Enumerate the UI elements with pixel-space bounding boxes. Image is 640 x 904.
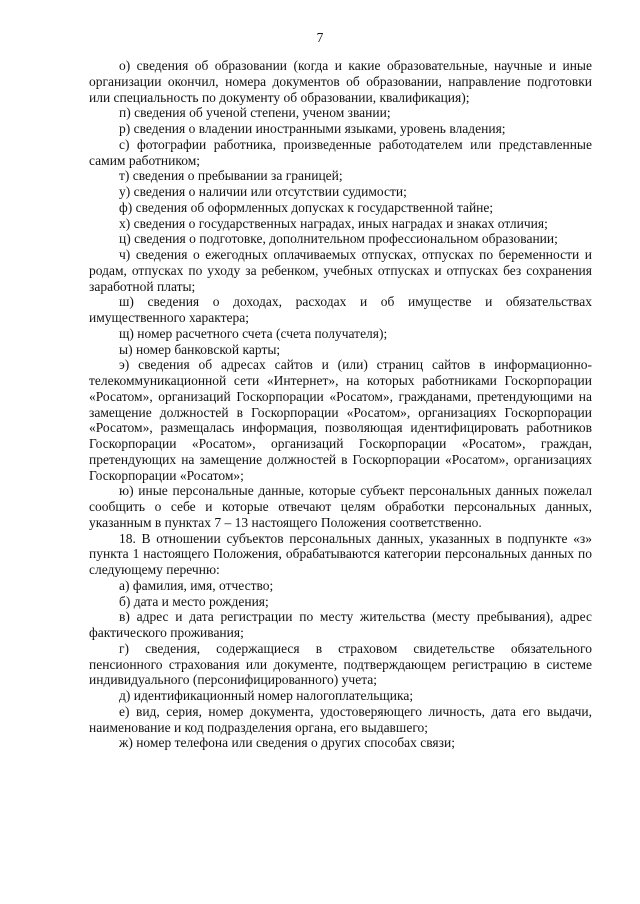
paragraph-zh: ж) номер телефона или сведения о других способах связи;	[119, 735, 455, 751]
paragraph-ye: е) вид, серия, номер документа, удостоверяющего личность, дата его выдачи, наименование и код подразделения органа, его выдавшего;	[89, 703, 592, 735]
page-number: 7	[316, 30, 324, 45]
paragraph-y: ы) номер банковской карты;	[119, 341, 281, 357]
paragraph-ch: ч) сведения о ежегодных оплачиваемых отпусках, отпусках по беременности и родам, отпусках по уходу за ребенком, учебных отпусках и отпусках без сохранения заработной платы;	[89, 247, 592, 294]
paragraph-d: д) идентификационный номер налогоплательщика;	[119, 688, 414, 703]
paragraph-a: а) фамилия, имя, отчество;	[119, 577, 274, 593]
paragraph-sh: ш) сведения о доходах, расходах и об имуществе и обязательствах имущественного характера;	[89, 294, 592, 325]
paragraph-v: в) адрес и дата регистрации по месту жительства (месту пребывания), адрес фактического проживания;	[89, 609, 592, 640]
paragraph-shch: щ) номер расчетного счета (счета получателя);	[119, 325, 388, 341]
paragraph-r: р) сведения о владении иностранными языками, уровень владения;	[119, 121, 506, 136]
paragraph-u: у) сведения о наличии или отсутствии судимости;	[119, 184, 407, 199]
paragraph-p: п) сведения об ученой степени, ученом звании;	[119, 105, 391, 121]
paragraph-yu: ю) иные персональные данные, которые субъект персональных данных пожелал сообщить о себе и которые отвечают целям обработки персональных данных, указанным в пунктах 7 – 13 настоящего Положения соответственно.	[89, 483, 592, 530]
paragraph-18: 18. В отношении субъектов персональных данных, указанных в подпункте «з» пункта 1 настоящего Положения, обрабатываются категории персональных данных по следующему перечню:	[89, 530, 592, 577]
paragraph-e: э) сведения об адресах сайтов и (или) страниц сайтов в информационно-телекоммуникационной сети «Интернет», на которых работниками Госкорпорации «Росатом», организаций Госкорпорации «Росатом», гражданами, претендующими на замещение должностей в Госкорпорации «Росатом», организациях Госкорпорации «Росатом», размещалась информация, позволяющая идентифицировать работников Госкорпорации «Росатом», организаций Госкорпорации «Росатом», граждан, претендующих на замещение должностей в Госкорпорации «Росатом», организациях Госкорпорации «Росатом»;	[89, 357, 592, 483]
paragraph-o: о) сведения об образовании (когда и какие образовательные, научные и иные организации окончил, номера документов об образовании, направление подготовки или специальность по документу об образовании, квалификация);	[89, 58, 592, 105]
paragraph-ts: ц) сведения о подготовке, дополнительном профессиональном образовании;	[119, 231, 558, 247]
paragraph-s: с) фотографии работника, произведенные работодателем или представленные самим работником;	[89, 136, 592, 168]
paragraph-b: б) дата и место рождения;	[119, 593, 269, 609]
paragraph-g: г) сведения, содержащиеся в страховом свидетельстве обязательного пенсионного страхования или документе, подтверждающем регистрацию в системе индивидуального (персонифицированного) учета;	[89, 640, 592, 688]
document-body	[89, 58, 592, 751]
paragraph-t: т) сведения о пребывании за границей;	[119, 168, 343, 184]
paragraph-f: ф) сведения об оформленных допусках к государственной тайне;	[119, 199, 494, 215]
paragraph-kh: х) сведения о государственных наградах, иных наградах и знаках отличия;	[119, 215, 548, 231]
